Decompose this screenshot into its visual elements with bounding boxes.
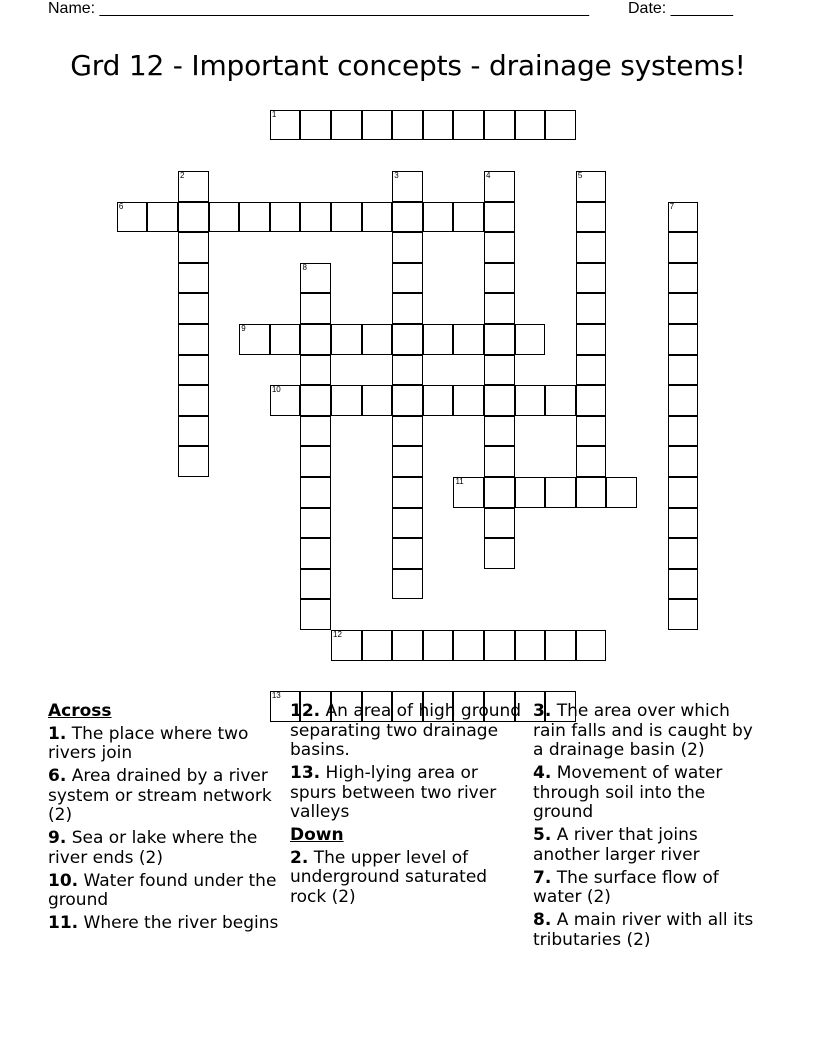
crossword-cell[interactable] [239,202,270,233]
name-label: Name: [48,0,96,17]
crossword-cell[interactable] [392,446,423,477]
clue-number: 7. [533,867,552,888]
clue-text: High-lying area or spurs between two river valleys [290,763,497,822]
crossword-cell[interactable] [392,293,423,324]
crossword-cell[interactable] [484,263,515,294]
crossword-cell[interactable] [668,202,699,233]
clue-number: 1. [48,723,67,744]
cell-number: 2 [180,171,185,181]
crossword-cell[interactable] [484,355,515,386]
crossword-cell[interactable] [270,202,301,233]
clue-number: 3. [533,701,552,721]
clue-text: A main river with all its tributaries (2) [533,910,754,950]
clue-column-2 [290,702,522,911]
crossword-cell[interactable] [392,477,423,508]
crossword-cell[interactable] [300,569,331,600]
crossword-cell[interactable] [300,324,331,355]
clue-number: 13. [290,763,321,783]
crossword-cell[interactable] [576,477,607,508]
crossword-cell[interactable] [576,385,607,416]
crossword-cell[interactable] [484,385,515,416]
crossword-cell[interactable] [668,263,699,294]
crossword-cell[interactable] [239,324,270,355]
crossword-cell[interactable] [392,385,423,416]
clue-column-3 [533,702,765,954]
crossword-cell[interactable] [362,324,393,355]
crossword-cell[interactable] [270,385,301,416]
crossword-cell[interactable] [117,202,148,233]
clue-item [533,764,765,823]
crossword-cell[interactable] [576,232,607,263]
crossword-cell[interactable] [331,202,362,233]
crossword-cell[interactable] [484,171,515,202]
crossword-cell[interactable] [668,538,699,569]
crossword-cell[interactable] [362,110,393,141]
clue-heading-across: Across [48,701,112,721]
crossword-cell[interactable] [423,110,454,141]
crossword-cell[interactable] [392,416,423,447]
crossword-cell[interactable] [668,232,699,263]
crossword-cell[interactable] [484,202,515,233]
clue-text: The area over which rain falls and is caught by a drainage basin (2) [533,701,753,760]
crossword-cell[interactable] [545,385,576,416]
clue-text: An area of high ground separating two drainage basins. [290,701,522,760]
clue-item [290,849,522,908]
cell-number: 7 [669,201,675,211]
crossword-cell[interactable] [668,416,699,447]
cell-number: 1 [271,109,277,119]
crossword-cell[interactable] [545,630,576,661]
clue-item [290,764,522,823]
crossword-cell[interactable] [392,171,423,202]
crossword-cell[interactable] [300,477,331,508]
crossword-cell[interactable] [668,508,699,539]
crossword-cell[interactable] [515,630,546,661]
crossword-cell[interactable] [209,202,240,233]
crossword-cell[interactable] [484,416,515,447]
crossword-cell[interactable] [362,630,393,661]
clue-number: 6. [48,766,67,786]
crossword-cell[interactable] [300,508,331,539]
crossword-cell[interactable] [362,385,393,416]
crossword-cell[interactable] [392,263,423,294]
crossword-cell[interactable] [484,110,515,141]
crossword-cell[interactable] [668,355,699,386]
crossword-cell[interactable] [515,110,546,141]
clue-heading-down: Down [290,825,344,845]
clue-text: Where the river begins [83,913,279,933]
crossword-cell[interactable] [453,385,484,416]
crossword-cell[interactable] [576,202,607,233]
crossword-cell[interactable] [484,508,515,539]
crossword-cell[interactable] [576,416,607,447]
crossword-cell[interactable] [300,202,331,233]
clue-item [48,767,280,826]
crossword-cell[interactable] [545,477,576,508]
crossword-cell[interactable] [668,324,699,355]
crossword-cell[interactable] [668,599,699,630]
crossword-cell[interactable] [300,599,331,630]
clue-item [48,914,280,934]
crossword-cell[interactable] [300,416,331,447]
crossword-cell[interactable] [392,355,423,386]
crossword-cell[interactable] [484,446,515,477]
crossword-cell[interactable] [606,477,637,508]
crossword-cell[interactable] [423,324,454,355]
name-line: _______________________________________________________ [99,0,589,17]
cell-number: 4 [486,171,491,181]
crossword-cell[interactable] [392,324,423,355]
crossword-cell[interactable] [576,263,607,294]
crossword-cell[interactable] [453,630,484,661]
clue-item [533,911,765,950]
clue-text: A river that joins another larger river [533,825,700,865]
clue-text: The surface flow of water (2) [533,867,719,907]
crossword-cell[interactable] [515,324,546,355]
crossword-cell[interactable] [178,446,209,477]
crossword-cell[interactable] [668,293,699,324]
clue-number: 12. [290,701,321,721]
crossword-cell[interactable] [453,202,484,233]
crossword-cell[interactable] [178,171,209,202]
crossword-cell[interactable] [178,263,209,294]
clue-item [48,829,280,868]
crossword-cell[interactable] [331,324,362,355]
crossword-cell[interactable] [178,416,209,447]
clue-text: The place where two rivers join [48,723,249,763]
crossword-cell[interactable] [576,293,607,324]
page-title: Grd 12 - Important concepts - drainage systems! [70,49,746,82]
crossword-cell[interactable] [178,293,209,324]
crossword-cell[interactable] [392,232,423,263]
crossword-cell[interactable] [484,477,515,508]
crossword-cell[interactable] [576,446,607,477]
crossword-cell[interactable] [331,385,362,416]
crossword-cell[interactable] [484,538,515,569]
cell-number: 12 [333,630,342,640]
crossword-cell[interactable] [576,171,607,202]
crossword-cell[interactable] [300,538,331,569]
clue-column-1 [48,702,280,937]
crossword-cell[interactable] [423,385,454,416]
crossword-cell[interactable] [576,324,607,355]
crossword-cell[interactable] [362,202,393,233]
crossword-cell[interactable] [453,110,484,141]
crossword-cell[interactable] [300,263,331,294]
crossword-cell[interactable] [300,355,331,386]
cell-number: 10 [271,385,281,395]
clue-item [533,826,765,865]
crossword-cell[interactable] [484,324,515,355]
clue-number: 11. [48,913,79,933]
crossword-cell[interactable] [576,630,607,661]
clue-text: Sea or lake where the river ends (2) [48,828,258,868]
crossword-cell[interactable] [484,293,515,324]
clue-text: Water found under the ground [48,870,277,910]
crossword-cell[interactable] [392,202,423,233]
crossword-cell[interactable] [147,202,178,233]
crossword-cell[interactable] [453,477,484,508]
crossword-cell[interactable] [515,385,546,416]
clue-number: 4. [533,763,552,783]
cell-number: 3 [394,171,399,181]
cell-number: 13 [271,691,281,701]
crossword-cell[interactable] [515,477,546,508]
crossword-cell[interactable] [178,232,209,263]
clue-number: 5. [533,825,552,845]
crossword-cell[interactable] [484,232,515,263]
crossword-cell[interactable] [668,477,699,508]
clue-item [533,869,765,908]
cell-number: 5 [577,171,583,181]
clue-number: 9. [48,828,67,848]
date-line: _______ [670,0,733,17]
clue-number: 8. [533,910,552,930]
crossword-cell[interactable] [270,110,301,141]
cell-number: 11 [455,477,464,487]
crossword-cell[interactable] [423,202,454,233]
clue-item [48,872,280,911]
crossword-cell[interactable] [300,110,331,141]
clue-number: 2. [290,847,309,868]
date-label: Date: [628,0,667,17]
crossword-cell[interactable] [270,324,301,355]
crossword-cell[interactable] [178,385,209,416]
crossword-cell[interactable] [392,538,423,569]
crossword-cell[interactable] [392,110,423,141]
clue-number: 10. [48,870,79,891]
clue-item [533,702,765,761]
crossword-cell[interactable] [178,202,209,233]
crossword-cell[interactable] [668,569,699,600]
clue-item [48,725,280,764]
crossword-cell[interactable] [453,324,484,355]
cell-number: 9 [241,324,246,334]
crossword-cell[interactable] [668,446,699,477]
clue-text: The upper level of underground saturated rock (2) [290,847,488,907]
cell-number: 6 [118,201,124,211]
crossword-cell[interactable] [484,630,515,661]
crossword-cell[interactable] [545,110,576,141]
clue-text: Area drained by a river system or stream network (2) [48,766,272,825]
crossword-cell[interactable] [392,508,423,539]
crossword-cell[interactable] [331,630,362,661]
crossword-cell[interactable] [178,355,209,386]
crossword-cell[interactable] [300,293,331,324]
crossword-cell[interactable] [300,385,331,416]
crossword-cell[interactable] [392,630,423,661]
crossword-cell[interactable] [331,110,362,141]
cell-number: 8 [302,262,307,272]
clue-item [290,702,522,761]
crossword-cell[interactable] [423,630,454,661]
crossword-cell[interactable] [668,385,699,416]
crossword-cell[interactable] [178,324,209,355]
crossword-cell[interactable] [392,569,423,600]
crossword-cell[interactable] [576,355,607,386]
crossword-cell[interactable] [300,446,331,477]
clue-text: Movement of water through soil into the ground [533,763,723,822]
